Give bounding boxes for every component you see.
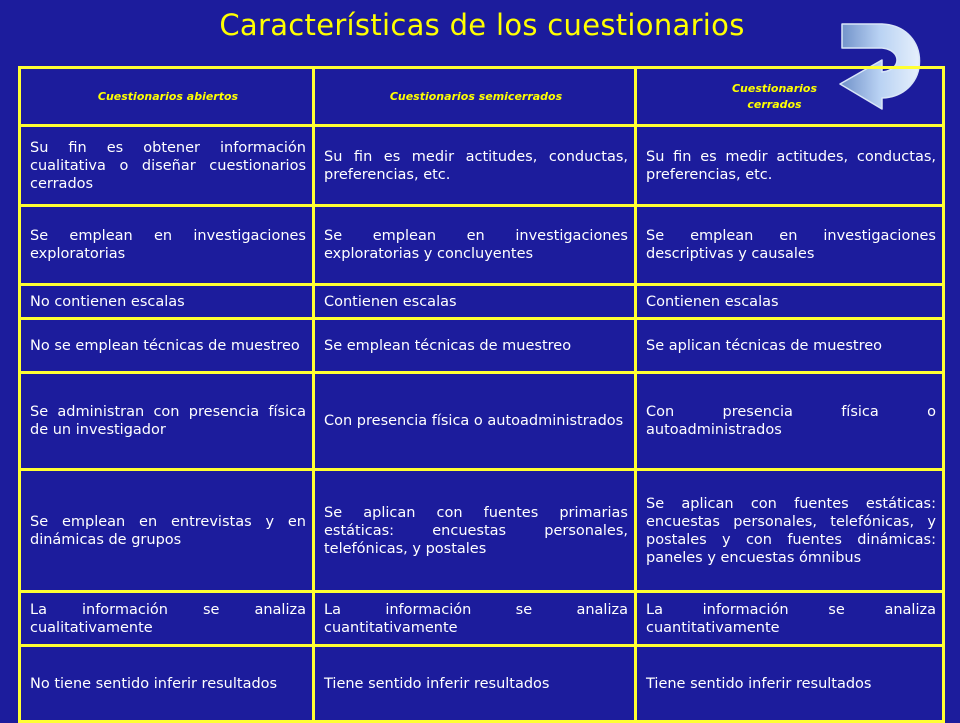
table-cell: Tiene sentido inferir resultados — [636, 646, 944, 722]
header-cuestionarios-abiertos: Cuestionarios abiertos — [20, 68, 314, 126]
table-cell: Se aplican técnicas de muestreo — [636, 319, 944, 373]
table-cell: Tiene sentido inferir resultados — [314, 646, 636, 722]
table-row — [20, 470, 944, 592]
table-row — [20, 319, 944, 373]
table-cell: Contienen escalas — [314, 285, 636, 319]
page-title: Características de los cuestionarios — [219, 8, 745, 42]
table-row — [20, 126, 944, 206]
table-cell: Se emplean técnicas de muestreo — [314, 319, 636, 373]
table-row — [20, 285, 944, 319]
table-cell: Su fin es obtener información cualitativa o diseñar cuestionarios cerrados — [20, 126, 314, 206]
table-cell: No se emplean técnicas de muestreo — [20, 319, 314, 373]
table-cell: Se emplean en entrevistas y en dinámicas de grupos — [20, 470, 314, 592]
table-header-row — [20, 68, 944, 126]
table-cell: Con presencia física o autoadministrados — [314, 373, 636, 470]
table-cell: Su fin es medir actitudes, conductas, preferencias, etc. — [314, 126, 636, 206]
table-cell: Se emplean en investigaciones exploratorias y concluyentes — [314, 206, 636, 285]
table-cell: Se aplican con fuentes primarias estáticas: encuestas personales, telefónicas, y postales — [314, 470, 636, 592]
table-cell: No contienen escalas — [20, 285, 314, 319]
table-cell: La información se analiza cuantitativamente — [636, 592, 944, 646]
table-cell: La información se analiza cuantitativamente — [314, 592, 636, 646]
table-cell: No tiene sentido inferir resultados — [20, 646, 314, 722]
table-row — [20, 646, 944, 722]
table-cell: Contienen escalas — [636, 285, 944, 319]
table-cell: Se emplean en investigaciones exploratorias — [20, 206, 314, 285]
header-cuestionarios-cerrados: Cuestionarios cerrados — [636, 68, 944, 126]
table-row — [20, 373, 944, 470]
comparison-table — [18, 66, 945, 723]
table-row — [20, 592, 944, 646]
header-cuestionarios-semicerrados: Cuestionarios semicerrados — [314, 68, 636, 126]
table-cell: Se administran con presencia física de un investigador — [20, 373, 314, 470]
table-cell: La información se analiza cualitativamente — [20, 592, 314, 646]
table-cell: Se aplican con fuentes estáticas: encuestas personales, telefónicas, y postales y con fuentes dinámicas: paneles y encuestas ómnibus — [636, 470, 944, 592]
table-row — [20, 206, 944, 285]
table-cell: Con presencia física o autoadministrados — [636, 373, 944, 470]
table-cell: Se emplean en investigaciones descriptivas y causales — [636, 206, 944, 285]
table-cell: Su fin es medir actitudes, conductas, preferencias, etc. — [636, 126, 944, 206]
